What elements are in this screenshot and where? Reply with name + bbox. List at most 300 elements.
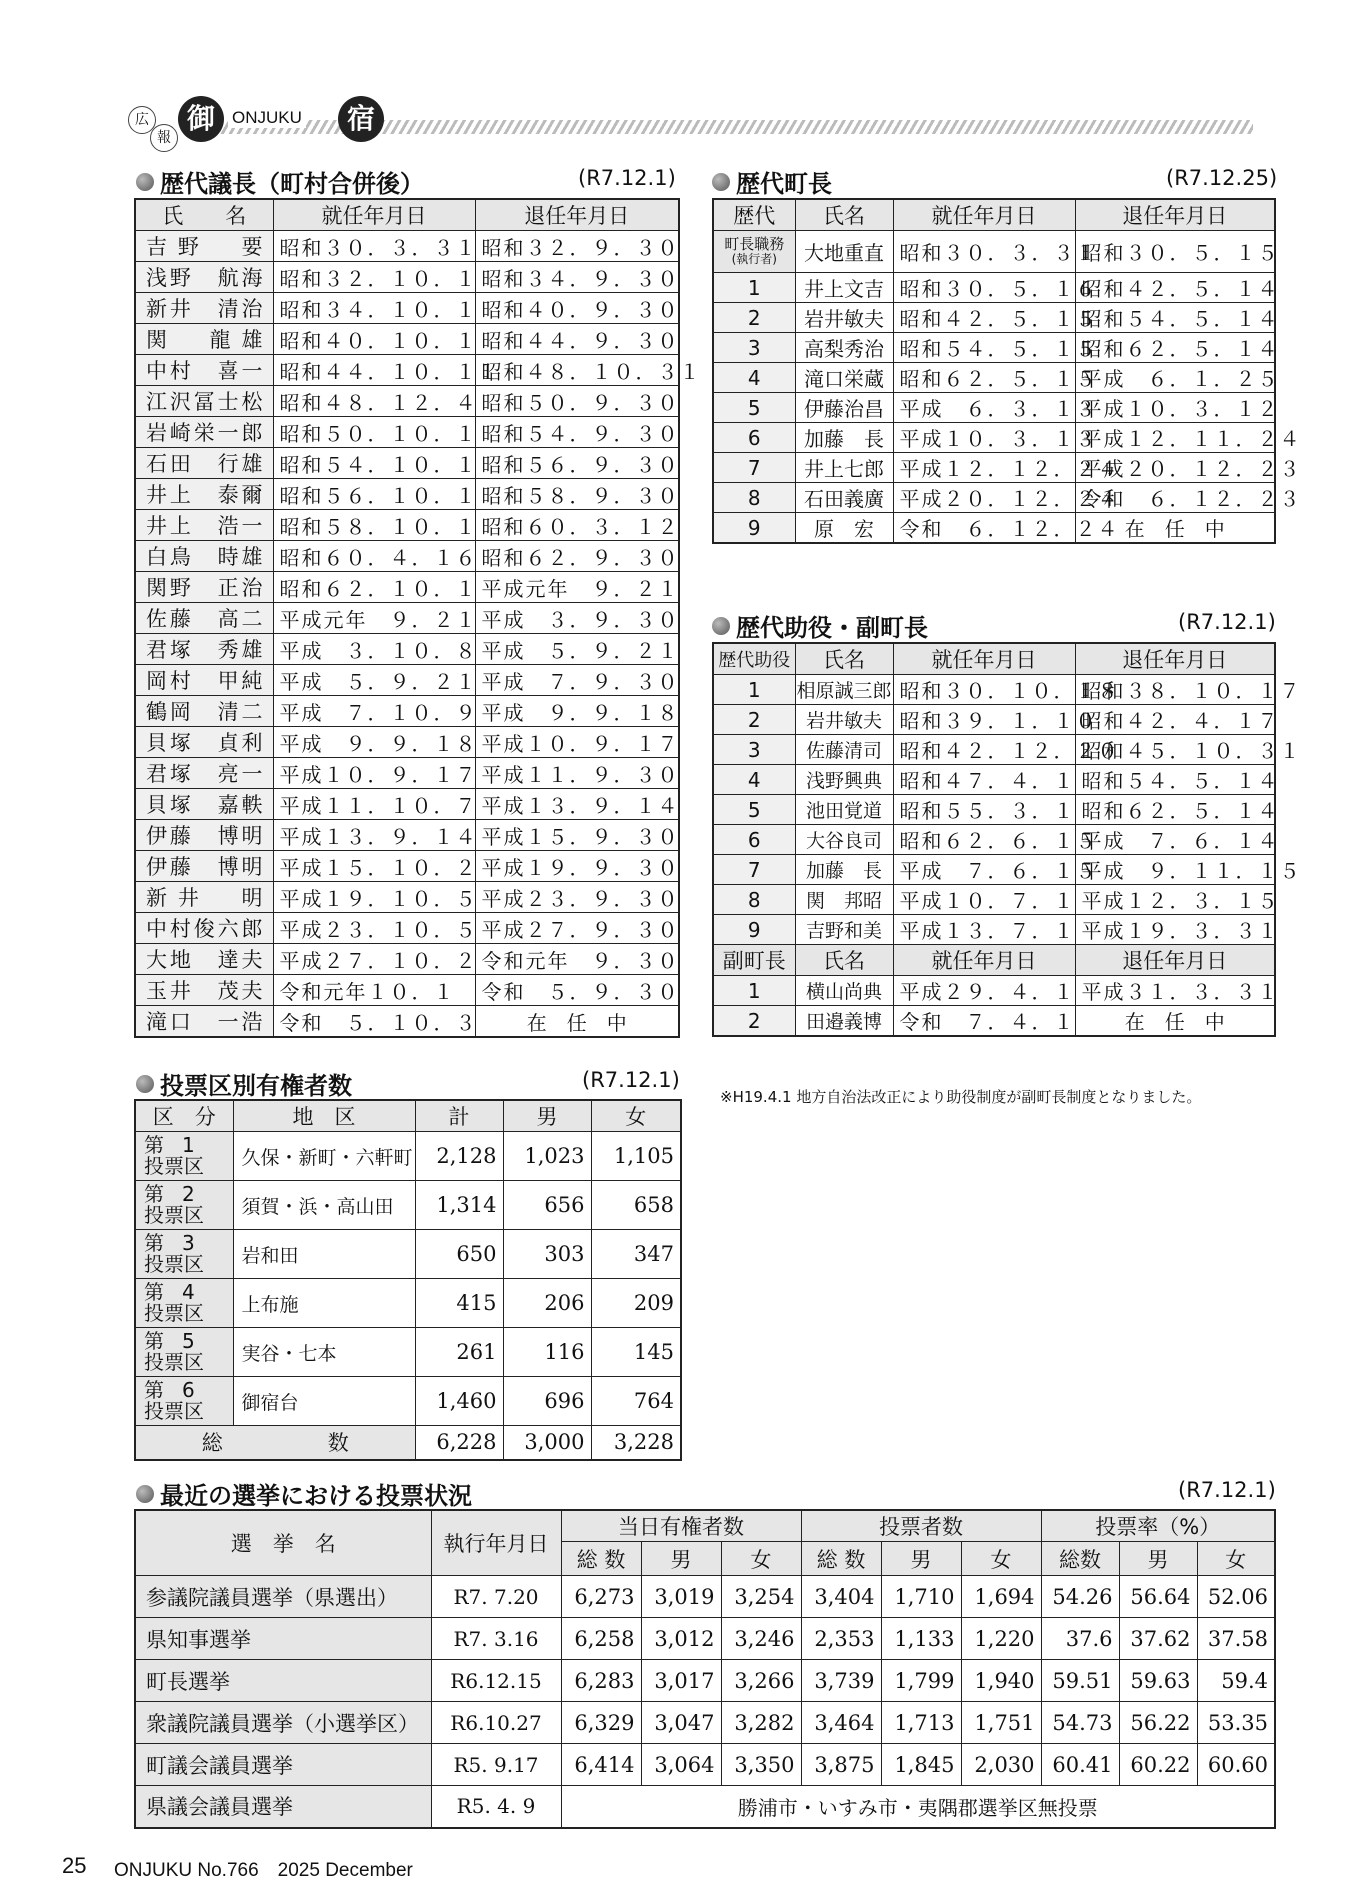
yuken-asof: (R7.12.1): [582, 1068, 680, 1092]
gichou-name: 浅野 航海: [135, 262, 273, 293]
table-row: [135, 510, 679, 541]
gichou-start: 昭和３０．３．３１: [273, 231, 475, 262]
senkyo-header-ballots: 投票者数: [801, 1510, 1041, 1542]
senkyo-value: 3,019: [641, 1576, 721, 1618]
table-row: [713, 795, 1275, 825]
table-row: [713, 705, 1275, 735]
chouchou-start: 平成２０．１２．２４: [893, 483, 1075, 513]
district-dai: 第: [144, 1231, 164, 1255]
gichou-name: 滝口 一浩: [135, 1006, 273, 1038]
chouchou-name: 高梨秀治: [795, 333, 893, 363]
senkyo-value: 3,739: [801, 1660, 881, 1702]
gichou-end: 昭和５８．９．３０: [475, 479, 679, 510]
table-row: [135, 1328, 681, 1377]
joyaku-name: 吉野和美: [795, 915, 893, 945]
senkyo-value: 6,329: [561, 1702, 641, 1744]
table-row: [135, 1702, 1275, 1744]
chouchou-name: 井上文吉: [795, 273, 893, 303]
gichou-start: 昭和３２．１０．１: [273, 262, 475, 293]
yuken-total-male: 3,000: [503, 1426, 591, 1460]
fukuchou-header-rank: 副町長: [713, 945, 795, 976]
gichou-name: 貝塚 嘉軼: [135, 789, 273, 820]
joyaku-name: 大谷良司: [795, 825, 893, 855]
gichou-start: 平成 ９．９．１８: [273, 727, 475, 758]
district-ku: 投票区: [144, 1350, 204, 1374]
chouchou-end: 平成２０．１２．２３: [1075, 453, 1275, 483]
senkyo-value: 3,012: [641, 1618, 721, 1660]
table-row: [135, 1786, 1275, 1828]
yuken-title-text: 投票区別有権者数: [160, 1072, 352, 1100]
gichou-start: 昭和６２．１０．１: [273, 572, 475, 603]
senkyo-value: 3,404: [801, 1576, 881, 1618]
table-row: [135, 1576, 1275, 1618]
gichou-name: 石田 行雄: [135, 448, 273, 479]
gichou-start: 令和 ５．１０．３: [273, 1006, 475, 1038]
yuken-district: [135, 1132, 233, 1181]
gichou-end: 昭和３４．９．３０: [475, 262, 679, 293]
senkyo-value: 37.62: [1119, 1618, 1197, 1660]
joyaku-name: 佐藤清司: [795, 735, 893, 765]
senkyo-value: 56.64: [1119, 1576, 1197, 1618]
gichou-end: 平成 ７．９．３０: [475, 665, 679, 696]
chouchou-end: 平成 ６．１．２５: [1075, 363, 1275, 393]
logo-char-hou: 報: [150, 124, 178, 152]
district-ku: 投票区: [144, 1252, 204, 1276]
table-row: [135, 975, 679, 1006]
yuken-header-total: 計: [415, 1100, 503, 1132]
gichou-start: 平成１０．９．１７: [273, 758, 475, 789]
senkyo-last-name: 県議会議員選挙: [135, 1786, 431, 1828]
senkyo-value: 3,047: [641, 1702, 721, 1744]
gichou-end: 昭和５０．９．３０: [475, 386, 679, 417]
senkyo-subheader: 女: [1197, 1542, 1275, 1576]
gichou-end: 平成１３．９．１４: [475, 789, 679, 820]
senkyo-name: 町長選挙: [135, 1660, 431, 1702]
joyaku-rank: 4: [713, 765, 795, 795]
joyaku-end: 昭和４２．４．１７: [1075, 705, 1275, 735]
bullet-icon: [712, 173, 730, 191]
table-row: [135, 789, 679, 820]
senkyo-value: 60.60: [1197, 1744, 1275, 1786]
joyaku-table: [712, 642, 1302, 1037]
joyaku-rank: 3: [713, 735, 795, 765]
table-row: [713, 1006, 1275, 1037]
yuken-area: 岩和田: [233, 1230, 415, 1279]
senkyo-value: 1,694: [961, 1576, 1041, 1618]
gichou-end: 平成元年 ９．２１: [475, 572, 679, 603]
gichou-name: 関 龍雄: [135, 324, 273, 355]
gichou-name: 岡村 甲純: [135, 665, 273, 696]
gichou-name: 関野 正治: [135, 572, 273, 603]
gichou-start: 平成１９．１０．５: [273, 882, 475, 913]
chouchou-end: 昭和６２．５．１４: [1075, 333, 1275, 363]
yuken-header-male: 男: [503, 1100, 591, 1132]
fukuchou-header-name: 氏名: [795, 945, 893, 976]
joyaku-name: 浅野興典: [795, 765, 893, 795]
joyaku-end: 平成 ９．１１．１５: [1075, 855, 1275, 885]
page-number: 25: [62, 1853, 87, 1878]
gichou-start: 平成 ５．９．２１: [273, 665, 475, 696]
table-row: [135, 1744, 1275, 1786]
chouchou-rank: 2: [713, 303, 795, 333]
table-row: [713, 333, 1275, 363]
senkyo-value: 1,133: [881, 1618, 961, 1660]
table-row: [135, 603, 679, 634]
gichou-end: 昭和６２．９．３０: [475, 541, 679, 572]
gichou-end: 平成 ５．９．２１: [475, 634, 679, 665]
gichou-start: 平成１１．１０．７: [273, 789, 475, 820]
yuken-header-area: 地 区: [233, 1100, 415, 1132]
senkyo-header-rate: 投票率（%）: [1041, 1510, 1275, 1542]
joyaku-start: 昭和３９．１．１０: [893, 705, 1075, 735]
gichou-start: 平成２７．１０．２: [273, 944, 475, 975]
fukuchou-rank: 2: [713, 1006, 795, 1037]
chouchou-start: 昭和４２．５．１５: [893, 303, 1075, 333]
table-row: [135, 882, 679, 913]
joyaku-rank: 6: [713, 825, 795, 855]
gichou-end: 昭和４４．９．３０: [475, 324, 679, 355]
table-row: [135, 1618, 1275, 1660]
gichou-start: 平成 ７．１０．９: [273, 696, 475, 727]
table-row: [135, 634, 679, 665]
gichou-end: 昭和４８．１０．３１: [475, 355, 679, 386]
yuken-total-female: 3,228: [591, 1426, 681, 1460]
district-ku: 投票区: [144, 1203, 204, 1227]
senkyo-value: 52.06: [1197, 1576, 1275, 1618]
joyaku-name: 岩井敏夫: [795, 705, 893, 735]
district-number: 1: [182, 1133, 195, 1157]
chouchou-end: 昭和５４．５．１４: [1075, 303, 1275, 333]
table-row: [135, 727, 679, 758]
senkyo-value: 1,713: [881, 1702, 961, 1744]
joyaku-end: 平成１９．３．３１: [1075, 915, 1275, 945]
joyaku-name: 相原誠三郎: [795, 675, 893, 705]
yuken-district: [135, 1181, 233, 1230]
gichou-start: 昭和３４．１０．１: [273, 293, 475, 324]
senkyo-name: 衆議院議員選挙（小選挙区）: [135, 1702, 431, 1744]
district-ku: 投票区: [144, 1154, 204, 1178]
table-row: [713, 735, 1275, 765]
senkyo-value: 1,799: [881, 1660, 961, 1702]
gichou-start: 昭和４８．１２．４: [273, 386, 475, 417]
yuken-female: 658: [591, 1181, 681, 1230]
table-row: [135, 1230, 681, 1279]
joyaku-name: 池田覚道: [795, 795, 893, 825]
bullet-icon: [136, 1075, 154, 1093]
table-row: [135, 1660, 1275, 1702]
chouchou-header-end: 退任年月日: [1075, 199, 1275, 231]
district-dai: 第: [144, 1182, 164, 1206]
chouchou-end: 平成１０．３．１２: [1075, 393, 1275, 423]
yuken-total: 1,314: [415, 1181, 503, 1230]
table-row: [135, 262, 679, 293]
gichou-name: 岩崎栄一郎: [135, 417, 273, 448]
senkyo-date: R5. 9.17: [431, 1744, 561, 1786]
table-row: [713, 915, 1275, 945]
bullet-icon: [136, 173, 154, 191]
yuken-total-sum: 6,228: [415, 1426, 503, 1460]
senkyo-value: 3,254: [721, 1576, 801, 1618]
gichou-name: 佐藤 高二: [135, 603, 273, 634]
gichou-start: 昭和５０．１０．１: [273, 417, 475, 448]
senkyo-header-name: 選 挙 名: [135, 1510, 431, 1576]
gichou-end: 在 任 中: [475, 1006, 679, 1038]
senkyo-value: 2,030: [961, 1744, 1041, 1786]
chouchou-start: 昭和５４．５．１５: [893, 333, 1075, 363]
table-row: [135, 572, 679, 603]
joyaku-end: 平成１２．３．１５: [1075, 885, 1275, 915]
joyaku-start: 平成１３．７．１: [893, 915, 1075, 945]
joyaku-start: 昭和４７．４．１: [893, 765, 1075, 795]
gichou-name: 君塚 秀雄: [135, 634, 273, 665]
chouchou-title-text: 歴代町長: [736, 170, 832, 198]
senkyo-title-text: 最近の選挙における投票状況: [160, 1482, 472, 1510]
yuken-male: 303: [503, 1230, 591, 1279]
joyaku-rank: 5: [713, 795, 795, 825]
gichou-table: [134, 198, 702, 1038]
yuken-female: 347: [591, 1230, 681, 1279]
gichou-name: 玉井 茂夫: [135, 975, 273, 1006]
yuken-header-female: 女: [591, 1100, 681, 1132]
joyaku-name: 関 邦昭: [795, 885, 893, 915]
yuken-female: 145: [591, 1328, 681, 1377]
senkyo-date: R7. 3.16: [431, 1618, 561, 1660]
yuken-area: 須賀・浜・高山田: [233, 1181, 415, 1230]
senkyo-date: R6.10.27: [431, 1702, 561, 1744]
gichou-name: 井上 浩一: [135, 510, 273, 541]
senkyo-value: 1,845: [881, 1744, 961, 1786]
senkyo-subheader: 総数: [1041, 1542, 1119, 1576]
logo-char-on: 御: [178, 96, 224, 142]
joyaku-header-start: 就任年月日: [893, 643, 1075, 675]
yuken-male: 206: [503, 1279, 591, 1328]
yuken-title: [136, 1066, 352, 1101]
gichou-name: 吉野 要: [135, 231, 273, 262]
gichou-start: 平成２３．１０．５: [273, 913, 475, 944]
district-number: 6: [182, 1378, 195, 1402]
gichou-end: 平成１５．９．３０: [475, 820, 679, 851]
joyaku-header-name: 氏名: [795, 643, 893, 675]
yuken-male: 656: [503, 1181, 591, 1230]
chouchou-rank: 6: [713, 423, 795, 453]
senkyo-name: 参議院議員選挙（県選出）: [135, 1576, 431, 1618]
footer-text: ONJUKU No.766 2025 December: [114, 1860, 413, 1881]
yuken-male: 1,023: [503, 1132, 591, 1181]
gichou-header-start: 就任年月日: [273, 199, 475, 231]
senkyo-subheader: 男: [881, 1542, 961, 1576]
gichou-end: 平成 ３．９．３０: [475, 603, 679, 634]
senkyo-value: 59.51: [1041, 1660, 1119, 1702]
fukuchou-header-end: 退任年月日: [1075, 945, 1275, 976]
fukuchou-rank: 1: [713, 976, 795, 1006]
gichou-name: 新井 清治: [135, 293, 273, 324]
table-row: [135, 417, 679, 448]
gichou-end: 昭和５６．９．３０: [475, 448, 679, 479]
chouchou-title: [712, 164, 832, 199]
chouchou-asof: (R7.12.25): [1166, 166, 1278, 190]
table-row: [713, 363, 1275, 393]
joyaku-title: [712, 608, 928, 643]
table-row: [713, 303, 1275, 333]
yuken-total: 650: [415, 1230, 503, 1279]
table-row: [713, 453, 1275, 483]
joyaku-name: 加藤 長: [795, 855, 893, 885]
gichou-end: 平成２３．９．３０: [475, 882, 679, 913]
gichou-start: 平成元年 ９．２１: [273, 603, 475, 634]
senkyo-asof: (R7.12.1): [1178, 1478, 1276, 1502]
chouchou-start: 平成１２．１２．２４: [893, 453, 1075, 483]
gichou-start: 平成１５．１０．２: [273, 851, 475, 882]
joyaku-start: 平成 ７．６．１５: [893, 855, 1075, 885]
table-row: [135, 851, 679, 882]
chouchou-rank: 1: [713, 273, 795, 303]
table-row: [713, 825, 1275, 855]
logo-text: ONJUKU: [228, 108, 306, 128]
table-row: [135, 944, 679, 975]
district-ku: 投票区: [144, 1399, 204, 1423]
gichou-start: 平成 ３．１０．８: [273, 634, 475, 665]
yuken-total: 1,460: [415, 1377, 503, 1426]
gichou-end: 昭和５４．９．３０: [475, 417, 679, 448]
senkyo-value: 56.22: [1119, 1702, 1197, 1744]
joyaku-rank: 7: [713, 855, 795, 885]
logo-char-kou: 広: [128, 106, 156, 134]
yuken-total: 415: [415, 1279, 503, 1328]
table-row: [713, 976, 1275, 1006]
joyaku-rank: 8: [713, 885, 795, 915]
fukuchou-header-start: 就任年月日: [893, 945, 1075, 976]
joyaku-rank: 2: [713, 705, 795, 735]
yuken-male: 116: [503, 1328, 591, 1377]
senkyo-date: R7. 7.20: [431, 1576, 561, 1618]
senkyo-value: 37.6: [1041, 1618, 1119, 1660]
table-row: [135, 386, 679, 417]
chouchou-name: 加藤 長: [795, 423, 893, 453]
district-ku: 投票区: [144, 1301, 204, 1325]
joyaku-end: 昭和３８．１０．１７: [1075, 675, 1275, 705]
chouchou-end: 令和 ６．１２．２３: [1075, 483, 1275, 513]
chouchou-rank: 4: [713, 363, 795, 393]
gichou-name: 江沢冨士松: [135, 386, 273, 417]
table-row: [135, 1377, 681, 1426]
joyaku-header-end: 退任年月日: [1075, 643, 1275, 675]
table-row: [135, 231, 679, 262]
joyaku-rank: 9: [713, 915, 795, 945]
gichou-start: 令和元年１０．１: [273, 975, 475, 1006]
joyaku-start: 昭和３０．１０．１８: [893, 675, 1075, 705]
chouchou-rank: 9: [713, 513, 795, 544]
acting-start: 昭和３０．３．３１: [893, 231, 1075, 273]
table-row: [135, 448, 679, 479]
yuken-area: 上布施: [233, 1279, 415, 1328]
joyaku-end: 昭和４５．１０．３１: [1075, 735, 1275, 765]
yuken-total: 2,128: [415, 1132, 503, 1181]
senkyo-value: 2,353: [801, 1618, 881, 1660]
chouchou-start: 昭和６２．５．１５: [893, 363, 1075, 393]
senkyo-subheader: 女: [961, 1542, 1041, 1576]
gichou-end: 昭和６０．３．１２: [475, 510, 679, 541]
fukuchou-end: 平成３１．３．３１: [1075, 976, 1275, 1006]
chouchou-acting-label: [713, 231, 795, 273]
table-row: [135, 541, 679, 572]
table-row: [713, 273, 1275, 303]
yuken-total-row: [135, 1426, 681, 1460]
chouchou-header-name: 氏名: [795, 199, 893, 231]
senkyo-value: 54.26: [1041, 1576, 1119, 1618]
district-number: 4: [182, 1280, 195, 1304]
senkyo-value: 3,246: [721, 1618, 801, 1660]
fukuchou-name: 田邉義博: [795, 1006, 893, 1037]
table-row: [135, 1279, 681, 1328]
chouchou-name: 滝口栄蔵: [795, 363, 893, 393]
gichou-start: 平成１３．９．１４: [273, 820, 475, 851]
gichou-header-end: 退任年月日: [475, 199, 679, 231]
chouchou-rank: 8: [713, 483, 795, 513]
senkyo-value: 59.63: [1119, 1660, 1197, 1702]
senkyo-value: 6,273: [561, 1576, 641, 1618]
gichou-start: 昭和５８．１０．１: [273, 510, 475, 541]
chouchou-name: 石田義廣: [795, 483, 893, 513]
senkyo-value: 6,283: [561, 1660, 641, 1702]
senkyo-value: 1,710: [881, 1576, 961, 1618]
chouchou-rank: 5: [713, 393, 795, 423]
senkyo-title: [136, 1476, 472, 1511]
table-row: [135, 293, 679, 324]
table-row: [713, 393, 1275, 423]
yuken-area: 実谷・七本: [233, 1328, 415, 1377]
senkyo-name: 県知事選挙: [135, 1618, 431, 1660]
chouchou-name: 井上七郎: [795, 453, 893, 483]
district-dai: 第: [144, 1280, 164, 1304]
yuken-total-label: 総 数: [135, 1426, 415, 1460]
senkyo-header-date: 執行年月日: [431, 1510, 561, 1576]
district-dai: 第: [144, 1378, 164, 1402]
gichou-name: 新井 明: [135, 882, 273, 913]
senkyo-value: 59.4: [1197, 1660, 1275, 1702]
gichou-name: 伊藤 博明: [135, 851, 273, 882]
acting-label-1: 町長職務: [724, 234, 785, 253]
table-row: [135, 820, 679, 851]
table-row: [135, 696, 679, 727]
senkyo-value: 3,350: [721, 1744, 801, 1786]
district-dai: 第: [144, 1133, 164, 1157]
chouchou-end: 昭和４２．５．１４: [1075, 273, 1275, 303]
gichou-end: 令和 ５．９．３０: [475, 975, 679, 1006]
joyaku-asof: (R7.12.1): [1178, 610, 1276, 634]
chouchou-header-rank: 歴代: [713, 199, 795, 231]
chouchou-name: 伊藤治昌: [795, 393, 893, 423]
senkyo-last-date: R5. 4. 9: [431, 1786, 561, 1828]
yuken-district: [135, 1328, 233, 1377]
yuken-area: 久保・新町・六軒町: [233, 1132, 415, 1181]
gichou-title-text: 歴代議長（町村合併後）: [160, 170, 424, 198]
yuken-district: [135, 1377, 233, 1426]
senkyo-value: 53.35: [1197, 1702, 1275, 1744]
header-logo: [128, 96, 1258, 148]
gichou-end: 平成 ９．９．１８: [475, 696, 679, 727]
senkyo-value: 3,875: [801, 1744, 881, 1786]
senkyo-value: 3,266: [721, 1660, 801, 1702]
joyaku-start: 平成１０．７．１: [893, 885, 1075, 915]
gichou-name: 君塚 亮一: [135, 758, 273, 789]
senkyo-value: 6,414: [561, 1744, 641, 1786]
gichou-end: 平成２７．９．３０: [475, 913, 679, 944]
table-row: [135, 913, 679, 944]
table-row: [713, 675, 1275, 705]
joyaku-start: 昭和６２．６．１５: [893, 825, 1075, 855]
gichou-start: 昭和４０．１０．１: [273, 324, 475, 355]
acting-end: 昭和３０．５．１５: [1075, 231, 1275, 273]
